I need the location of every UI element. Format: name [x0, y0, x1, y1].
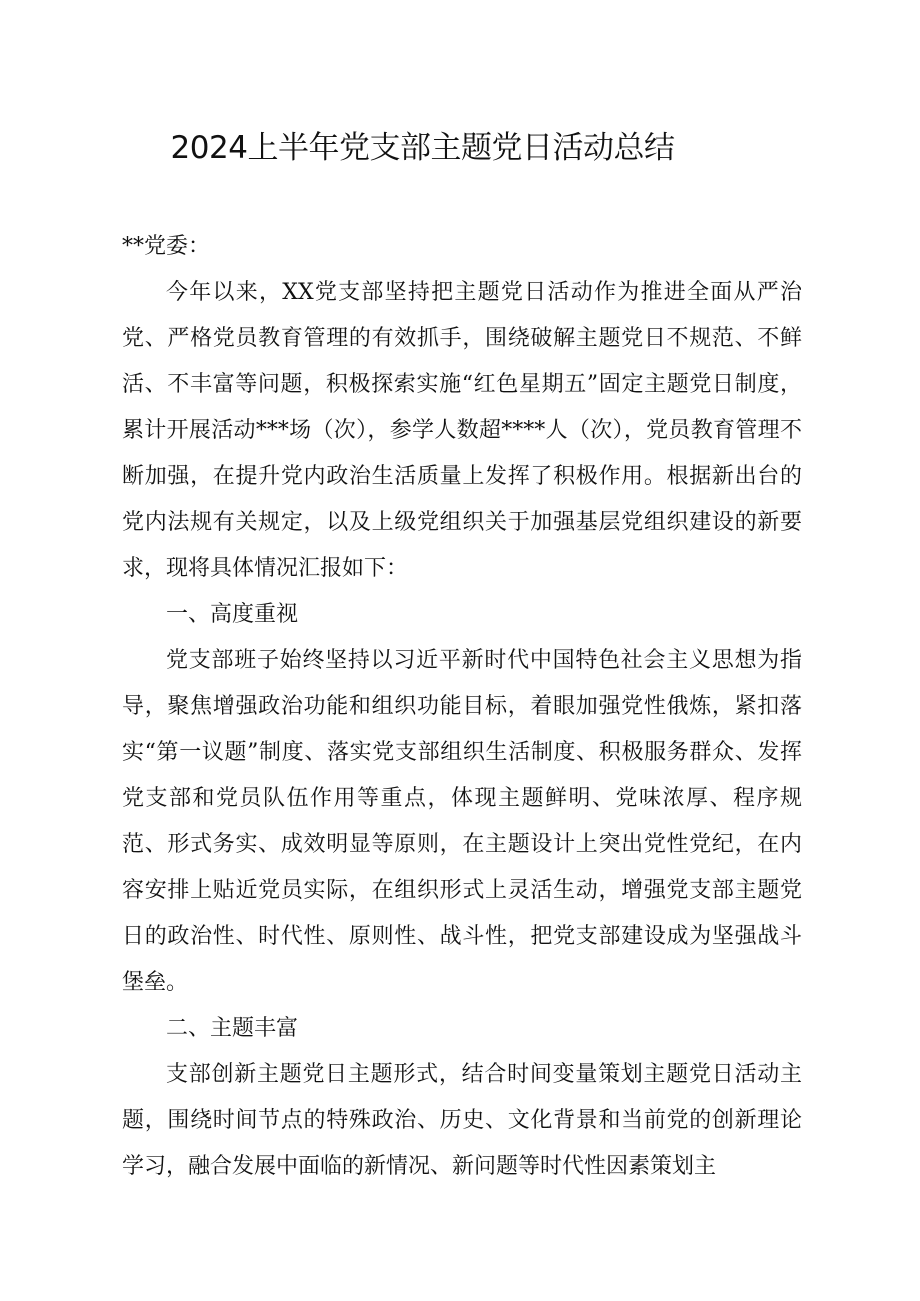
document-title: 2024上半年党支部主题党日活动总结	[170, 130, 675, 166]
salutation: **党委：	[122, 234, 211, 259]
intro-paragraph: 今年以来，XX党支部坚持把主题党日活动作为推进全面从严治党、严格党员教育管理的有效抓手，围绕破解主题党日不规范、不鲜活、不丰富等问题，积极探索实施“红色星期五”固定主题党日制度，累计开展活动***场（次），参学人数超****人（次），党员教育管理不断加强，在提升党内政治生活质量上发挥了积极作用。根据新出台的党内法规有关规定，以及上级党组织关于加强基层党组织建设的新要求，现将具体情况汇报如下：	[122, 280, 802, 581]
section-heading-2: 二、主题丰富	[166, 1016, 299, 1041]
section-2-paragraph: 支部创新主题党日主题形式，结合时间变量策划主题党日活动主题，围绕时间节点的特殊政治、历史、文化背景和当前党的创新理论学习，融合发展中面临的新情况、新问题等时代性因素策划主	[122, 1062, 802, 1179]
section-heading-1: 一、高度重视	[166, 602, 299, 627]
document-body	[122, 224, 802, 1190]
section-1-paragraph: 党支部班子始终坚持以习近平新时代中国特色社会主义思想为指导，聚焦增强政治功能和组织功能目标，着眼加强党性俄炼，紧扣落实“第一议题”制度、落实党支部组织生活制度、积极服务群众、发挥党支部和党员队伍作用等重点，体现主题鲜明、党味浓厚、程序规范、形式务实、成效明显等原则，在主题设计上突出党性党纪，在内容安排上贴近党员实际，在组织形式上灵活生动，增强党支部主题党日的政治性、时代性、原则性、战斗性，把党支部建设成为坚强战斗堡垒。	[122, 648, 802, 995]
